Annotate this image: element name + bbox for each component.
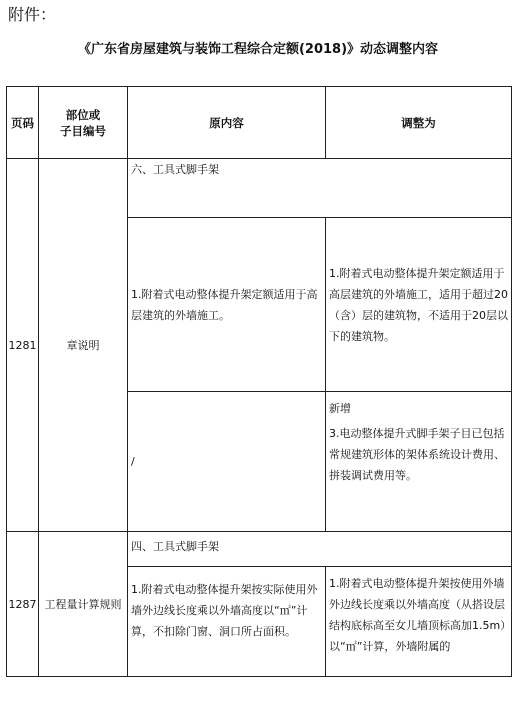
part-cell: 工程量计算规则 [39,532,128,677]
section-heading: 六、工具式脚手架 [131,163,219,176]
header-part-line2: 子目编号 [60,123,106,138]
original-text: 1.附着式电动整体提升架按实际使用外墙外边线长度乘以外墙高度以“㎡”计算，不扣除门窗、洞口所占面积。 [131,583,318,638]
adjusted-cell [326,567,512,677]
section-heading-cell [128,159,512,218]
document-title: 《广东省房屋建筑与装饰工程综合定额(2018)》动态调整内容 [77,42,439,57]
header-row [7,87,512,159]
adjusted-text: 3.电动整体提升式脚手架子目已包括常规建筑形体的架体系统设计费用、拼装调试费用等。 [329,427,505,482]
adjustment-table [6,86,512,677]
page-number-cell: 1281 [7,159,39,532]
header-page: 页码 [7,87,39,159]
original-cell [128,218,326,392]
table-row [7,532,512,567]
adjusted-text: 1.附着式电动整体提升架定额适用于高层建筑的外墙施工，适用于超过20（含）层的建筑物，不适用于20层以下的建筑物。 [329,266,508,343]
page-number-cell: 1287 [7,532,39,677]
adjusted-text: 1.附着式电动整体提升架按使用外墙外边线长度乘以外墙高度（从搭设层结构底标高至女儿墙顶标高加1.5m）以“㎡”计算，外墙附属的 [329,577,506,653]
header-adjusted: 调整为 [326,87,512,159]
header-part [39,87,128,159]
original-cell [128,392,326,532]
attachment-label: 附件： [8,5,57,24]
adjusted-cell [326,218,512,392]
header-part-line1: 部位或 [65,107,101,122]
table-row [7,159,512,218]
original-text: / [131,455,135,468]
section-heading: 四、工具式脚手架 [131,540,219,553]
section-heading-cell [128,532,512,567]
header-original: 原内容 [128,87,326,159]
original-text: 1.附着式电动整体提升架定额适用于高层建筑的外墙施工。 [131,287,318,322]
adjusted-new-label: 新增 [329,402,351,415]
part-cell: 章说明 [39,159,128,532]
original-cell [128,567,326,677]
adjusted-cell [326,392,512,532]
